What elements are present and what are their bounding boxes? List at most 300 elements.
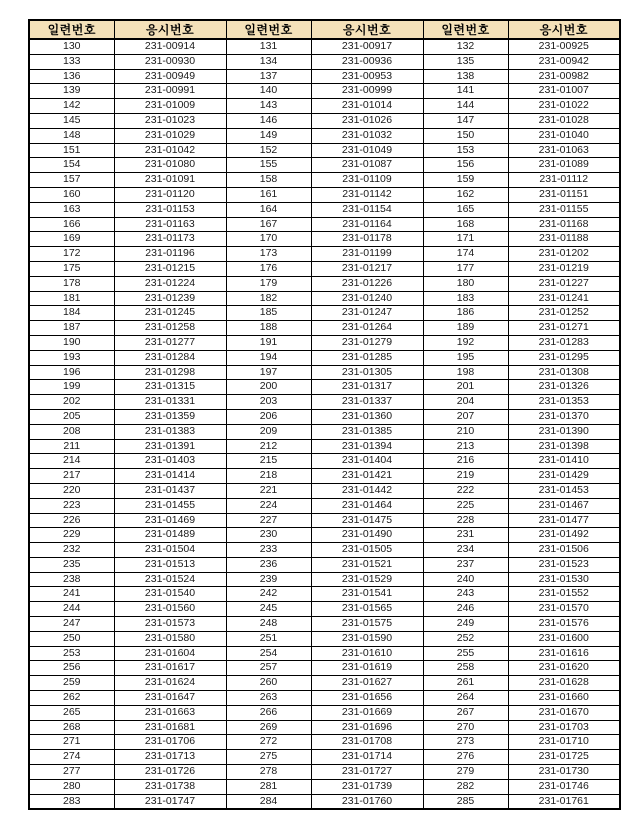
serial-number-cell: 252 <box>423 631 508 646</box>
table-row <box>29 395 620 410</box>
exam-number-cell: 231-01708 <box>311 735 423 750</box>
serial-number-cell: 283 <box>29 794 114 809</box>
exam-number-cell: 231-01464 <box>311 498 423 513</box>
exam-number-cell: 231-01714 <box>311 750 423 765</box>
exam-number-cell: 231-01120 <box>114 187 226 202</box>
table-row <box>29 128 620 143</box>
serial-number-cell: 175 <box>29 261 114 276</box>
serial-number-cell: 177 <box>423 261 508 276</box>
serial-number-cell: 217 <box>29 469 114 484</box>
exam-number-cell: 231-01628 <box>508 676 620 691</box>
serial-number-cell: 257 <box>226 661 311 676</box>
serial-number-cell: 211 <box>29 439 114 454</box>
table-row <box>29 39 620 54</box>
exam-number-cell: 231-01385 <box>311 424 423 439</box>
serial-number-cell: 178 <box>29 276 114 291</box>
serial-number-cell: 191 <box>226 335 311 350</box>
serial-number-cell: 174 <box>423 247 508 262</box>
table-row <box>29 276 620 291</box>
exam-number-cell: 231-01670 <box>508 705 620 720</box>
serial-number-cell: 265 <box>29 705 114 720</box>
table-row <box>29 439 620 454</box>
col-header-exam-3: 응시번호 <box>508 20 620 39</box>
table-row <box>29 113 620 128</box>
serial-number-cell: 270 <box>423 720 508 735</box>
exam-number-cell: 231-01245 <box>114 306 226 321</box>
serial-number-cell: 280 <box>29 779 114 794</box>
serial-number-cell: 183 <box>423 291 508 306</box>
serial-number-cell: 170 <box>226 232 311 247</box>
serial-number-cell: 259 <box>29 676 114 691</box>
serial-number-cell: 135 <box>423 54 508 69</box>
exam-number-cell: 231-01600 <box>508 631 620 646</box>
exam-number-cell: 231-01404 <box>311 454 423 469</box>
exam-number-cell: 231-01226 <box>311 276 423 291</box>
exam-number-cell: 231-01760 <box>311 794 423 809</box>
exam-number-cell: 231-01617 <box>114 661 226 676</box>
serial-number-cell: 172 <box>29 247 114 262</box>
exam-number-cell: 231-00917 <box>311 39 423 54</box>
serial-number-cell: 171 <box>423 232 508 247</box>
exam-number-cell: 231-01489 <box>114 528 226 543</box>
exam-number-cell: 231-01142 <box>311 187 423 202</box>
table-row <box>29 365 620 380</box>
exam-number-cell: 231-01080 <box>114 158 226 173</box>
exam-number-cell: 231-01284 <box>114 350 226 365</box>
serial-number-cell: 246 <box>423 602 508 617</box>
serial-number-cell: 254 <box>226 646 311 661</box>
serial-number-cell: 145 <box>29 113 114 128</box>
table-row <box>29 291 620 306</box>
serial-number-cell: 256 <box>29 661 114 676</box>
serial-number-cell: 165 <box>423 202 508 217</box>
serial-number-cell: 212 <box>226 439 311 454</box>
table-row <box>29 54 620 69</box>
exam-number-cell: 231-01215 <box>114 261 226 276</box>
table-row <box>29 84 620 99</box>
exam-number-cell: 231-01513 <box>114 557 226 572</box>
exam-number-cell: 231-01410 <box>508 454 620 469</box>
table-row <box>29 69 620 84</box>
exam-number-cell: 231-01109 <box>311 173 423 188</box>
serial-number-cell: 281 <box>226 779 311 794</box>
table-row <box>29 99 620 114</box>
exam-number-cell: 231-01624 <box>114 676 226 691</box>
serial-number-cell: 138 <box>423 69 508 84</box>
exam-number-cell: 231-01620 <box>508 661 620 676</box>
serial-number-cell: 235 <box>29 557 114 572</box>
serial-number-cell: 168 <box>423 217 508 232</box>
exam-number-cell: 231-01217 <box>311 261 423 276</box>
table-row <box>29 217 620 232</box>
table-row <box>29 765 620 780</box>
serial-number-cell: 232 <box>29 543 114 558</box>
serial-number-cell: 263 <box>226 691 311 706</box>
exam-number-cell: 231-01279 <box>311 335 423 350</box>
exam-number-cell: 231-01576 <box>508 617 620 632</box>
exam-number-cell: 231-01524 <box>114 572 226 587</box>
exam-number-cell: 231-01725 <box>508 750 620 765</box>
serial-number-cell: 233 <box>226 543 311 558</box>
serial-number-cell: 223 <box>29 498 114 513</box>
exam-number-cell: 231-01455 <box>114 498 226 513</box>
exam-number-cell: 231-01153 <box>114 202 226 217</box>
serial-number-cell: 264 <box>423 691 508 706</box>
serial-number-cell: 176 <box>226 261 311 276</box>
serial-number-cell: 139 <box>29 84 114 99</box>
exam-number-cell: 231-01305 <box>311 365 423 380</box>
table-row <box>29 528 620 543</box>
serial-number-cell: 207 <box>423 409 508 424</box>
serial-number-cell: 195 <box>423 350 508 365</box>
exam-number-cell: 231-01040 <box>508 128 620 143</box>
exam-number-cell: 231-01029 <box>114 128 226 143</box>
table-row <box>29 335 620 350</box>
exam-number-cell: 231-01590 <box>311 631 423 646</box>
serial-number-cell: 169 <box>29 232 114 247</box>
exam-number-cell: 231-01627 <box>311 676 423 691</box>
header-row <box>29 20 620 39</box>
exam-number-cell: 231-01541 <box>311 587 423 602</box>
col-header-serial-3: 일련번호 <box>423 20 508 39</box>
exam-number-cell: 231-01565 <box>311 602 423 617</box>
exam-number-cell: 231-00982 <box>508 69 620 84</box>
serial-number-cell: 201 <box>423 380 508 395</box>
exam-number-cell: 231-01669 <box>311 705 423 720</box>
exam-number-cell: 231-01241 <box>508 291 620 306</box>
exam-number-cell: 231-01521 <box>311 557 423 572</box>
exam-number-cell: 231-01570 <box>508 602 620 617</box>
exam-number-cell: 231-01710 <box>508 735 620 750</box>
exam-number-cell: 231-01308 <box>508 365 620 380</box>
serial-number-cell: 274 <box>29 750 114 765</box>
table-row <box>29 350 620 365</box>
exam-number-cell: 231-01573 <box>114 617 226 632</box>
exam-number-cell: 231-01414 <box>114 469 226 484</box>
serial-number-cell: 225 <box>423 498 508 513</box>
serial-number-cell: 167 <box>226 217 311 232</box>
exam-number-cell: 231-01529 <box>311 572 423 587</box>
exam-number-cell: 231-01252 <box>508 306 620 321</box>
exam-number-cell: 231-01437 <box>114 483 226 498</box>
exam-number-cell: 231-01696 <box>311 720 423 735</box>
exam-number-cell: 231-01164 <box>311 217 423 232</box>
serial-number-cell: 130 <box>29 39 114 54</box>
serial-number-cell: 204 <box>423 395 508 410</box>
exam-number-cell: 231-01619 <box>311 661 423 676</box>
serial-number-cell: 236 <box>226 557 311 572</box>
exam-number-cell: 231-01264 <box>311 321 423 336</box>
serial-number-cell: 251 <box>226 631 311 646</box>
exam-number-cell: 231-01575 <box>311 617 423 632</box>
serial-number-cell: 267 <box>423 705 508 720</box>
exam-number-cell: 231-00930 <box>114 54 226 69</box>
serial-number-cell: 148 <box>29 128 114 143</box>
exam-number-cell: 231-01219 <box>508 261 620 276</box>
serial-number-cell: 210 <box>423 424 508 439</box>
serial-number-cell: 187 <box>29 321 114 336</box>
exam-number-cell: 231-01580 <box>114 631 226 646</box>
exam-number-cell: 231-01315 <box>114 380 226 395</box>
serial-number-cell: 230 <box>226 528 311 543</box>
exam-number-cell: 231-01492 <box>508 528 620 543</box>
serial-number-cell: 161 <box>226 187 311 202</box>
serial-number-cell: 271 <box>29 735 114 750</box>
exam-number-cell: 231-01239 <box>114 291 226 306</box>
serial-number-cell: 242 <box>226 587 311 602</box>
serial-number-cell: 234 <box>423 543 508 558</box>
exam-number-cell: 231-01738 <box>114 779 226 794</box>
exam-number-cell: 231-01552 <box>508 587 620 602</box>
serial-number-cell: 147 <box>423 113 508 128</box>
exam-number-cell: 231-01026 <box>311 113 423 128</box>
serial-number-cell: 166 <box>29 217 114 232</box>
serial-number-cell: 159 <box>423 173 508 188</box>
exam-number-cell: 231-01398 <box>508 439 620 454</box>
exam-number-cell: 231-01163 <box>114 217 226 232</box>
exam-number-cell: 231-01271 <box>508 321 620 336</box>
table-row <box>29 543 620 558</box>
exam-number-cell: 231-01647 <box>114 691 226 706</box>
serial-number-cell: 237 <box>423 557 508 572</box>
serial-number-cell: 213 <box>423 439 508 454</box>
exam-number-cell: 231-01042 <box>114 143 226 158</box>
exam-number-cell: 231-00999 <box>311 84 423 99</box>
exam-number-cell: 231-01560 <box>114 602 226 617</box>
table-row <box>29 557 620 572</box>
serial-number-cell: 205 <box>29 409 114 424</box>
serial-number-cell: 284 <box>226 794 311 809</box>
serial-number-cell: 285 <box>423 794 508 809</box>
exam-number-cell: 231-01112 <box>508 173 620 188</box>
serial-number-cell: 153 <box>423 143 508 158</box>
exam-number-cell: 231-01739 <box>311 779 423 794</box>
serial-number-cell: 241 <box>29 587 114 602</box>
exam-number-cell: 231-01727 <box>311 765 423 780</box>
serial-number-cell: 158 <box>226 173 311 188</box>
serial-number-cell: 173 <box>226 247 311 262</box>
serial-number-cell: 269 <box>226 720 311 735</box>
exam-number-cell: 231-00953 <box>311 69 423 84</box>
serial-number-cell: 219 <box>423 469 508 484</box>
col-header-serial-2: 일련번호 <box>226 20 311 39</box>
table-row <box>29 409 620 424</box>
exam-number-cell: 231-00936 <box>311 54 423 69</box>
exam-number-cell: 231-01227 <box>508 276 620 291</box>
exam-number-cell: 231-01505 <box>311 543 423 558</box>
exam-number-cell: 231-01530 <box>508 572 620 587</box>
exam-number-cell: 231-01199 <box>311 247 423 262</box>
exam-number-cell: 231-01247 <box>311 306 423 321</box>
col-header-serial-1: 일련번호 <box>29 20 114 39</box>
serial-number-cell: 278 <box>226 765 311 780</box>
exam-number-cell: 231-01403 <box>114 454 226 469</box>
exam-number-cell: 231-01178 <box>311 232 423 247</box>
exam-number-cell: 231-01298 <box>114 365 226 380</box>
serial-number-cell: 239 <box>226 572 311 587</box>
serial-number-cell: 137 <box>226 69 311 84</box>
serial-number-cell: 206 <box>226 409 311 424</box>
exam-number-cell: 231-01331 <box>114 395 226 410</box>
serial-number-cell: 275 <box>226 750 311 765</box>
serial-number-cell: 152 <box>226 143 311 158</box>
table-row <box>29 247 620 262</box>
serial-number-cell: 227 <box>226 513 311 528</box>
exam-number-cell: 231-01442 <box>311 483 423 498</box>
exam-number-cell: 231-01202 <box>508 247 620 262</box>
serial-number-cell: 224 <box>226 498 311 513</box>
exam-number-cell: 231-01490 <box>311 528 423 543</box>
serial-number-cell: 184 <box>29 306 114 321</box>
exam-number-cell: 231-00925 <box>508 39 620 54</box>
serial-number-cell: 136 <box>29 69 114 84</box>
serial-number-cell: 277 <box>29 765 114 780</box>
exam-number-cell: 231-01326 <box>508 380 620 395</box>
serial-number-cell: 221 <box>226 483 311 498</box>
serial-number-cell: 272 <box>226 735 311 750</box>
serial-number-cell: 196 <box>29 365 114 380</box>
table-row <box>29 158 620 173</box>
serial-number-cell: 160 <box>29 187 114 202</box>
serial-number-cell: 134 <box>226 54 311 69</box>
exam-number-cell: 231-01014 <box>311 99 423 114</box>
serial-number-cell: 220 <box>29 483 114 498</box>
exam-number-cell: 231-01240 <box>311 291 423 306</box>
serial-number-cell: 179 <box>226 276 311 291</box>
exam-number-cell: 231-01730 <box>508 765 620 780</box>
serial-number-cell: 144 <box>423 99 508 114</box>
exam-number-cell: 231-01383 <box>114 424 226 439</box>
exam-number-cell: 231-01656 <box>311 691 423 706</box>
exam-number-cell: 231-01467 <box>508 498 620 513</box>
table-row <box>29 498 620 513</box>
exam-number-cell: 231-01616 <box>508 646 620 661</box>
serial-number-cell: 253 <box>29 646 114 661</box>
serial-number-cell: 215 <box>226 454 311 469</box>
exam-number-cell: 231-01726 <box>114 765 226 780</box>
serial-number-cell: 198 <box>423 365 508 380</box>
table-row <box>29 424 620 439</box>
exam-number-cell: 231-01353 <box>508 395 620 410</box>
exam-number-table <box>28 19 621 810</box>
serial-number-cell: 182 <box>226 291 311 306</box>
exam-number-cell: 231-01337 <box>311 395 423 410</box>
table-row <box>29 661 620 676</box>
serial-number-cell: 150 <box>423 128 508 143</box>
exam-number-cell: 231-01285 <box>311 350 423 365</box>
serial-number-cell: 155 <box>226 158 311 173</box>
serial-number-cell: 238 <box>29 572 114 587</box>
serial-number-cell: 260 <box>226 676 311 691</box>
serial-number-cell: 140 <box>226 84 311 99</box>
serial-number-cell: 162 <box>423 187 508 202</box>
table-row <box>29 720 620 735</box>
serial-number-cell: 185 <box>226 306 311 321</box>
exam-number-cell: 231-00991 <box>114 84 226 99</box>
serial-number-cell: 240 <box>423 572 508 587</box>
serial-number-cell: 164 <box>226 202 311 217</box>
serial-number-cell: 189 <box>423 321 508 336</box>
serial-number-cell: 268 <box>29 720 114 735</box>
serial-number-cell: 266 <box>226 705 311 720</box>
table-row <box>29 321 620 336</box>
serial-number-cell: 258 <box>423 661 508 676</box>
table-row <box>29 572 620 587</box>
serial-number-cell: 151 <box>29 143 114 158</box>
serial-number-cell: 276 <box>423 750 508 765</box>
exam-number-cell: 231-01747 <box>114 794 226 809</box>
serial-number-cell: 262 <box>29 691 114 706</box>
exam-number-cell: 231-01258 <box>114 321 226 336</box>
exam-number-cell: 231-01469 <box>114 513 226 528</box>
serial-number-cell: 282 <box>423 779 508 794</box>
serial-number-cell: 273 <box>423 735 508 750</box>
serial-number-cell: 279 <box>423 765 508 780</box>
serial-number-cell: 181 <box>29 291 114 306</box>
serial-number-cell: 188 <box>226 321 311 336</box>
serial-number-cell: 249 <box>423 617 508 632</box>
table-row <box>29 794 620 809</box>
table-row <box>29 306 620 321</box>
table-row <box>29 469 620 484</box>
exam-number-cell: 231-01391 <box>114 439 226 454</box>
serial-number-cell: 157 <box>29 173 114 188</box>
serial-number-cell: 255 <box>423 646 508 661</box>
exam-number-cell: 231-01477 <box>508 513 620 528</box>
serial-number-cell: 202 <box>29 395 114 410</box>
serial-number-cell: 180 <box>423 276 508 291</box>
serial-number-cell: 261 <box>423 676 508 691</box>
exam-number-cell: 231-01007 <box>508 84 620 99</box>
table-row <box>29 779 620 794</box>
exam-number-cell: 231-01224 <box>114 276 226 291</box>
exam-number-cell: 231-01604 <box>114 646 226 661</box>
exam-number-cell: 231-00914 <box>114 39 226 54</box>
exam-number-cell: 231-01151 <box>508 187 620 202</box>
exam-number-cell: 231-01429 <box>508 469 620 484</box>
exam-number-cell: 231-01394 <box>311 439 423 454</box>
table-row <box>29 735 620 750</box>
serial-number-cell: 142 <box>29 99 114 114</box>
exam-number-cell: 231-01703 <box>508 720 620 735</box>
serial-number-cell: 209 <box>226 424 311 439</box>
exam-number-cell: 231-01089 <box>508 158 620 173</box>
serial-number-cell: 203 <box>226 395 311 410</box>
exam-number-cell: 231-01453 <box>508 483 620 498</box>
exam-number-cell: 231-00942 <box>508 54 620 69</box>
exam-number-cell: 231-01359 <box>114 409 226 424</box>
exam-number-cell: 231-01475 <box>311 513 423 528</box>
table-row <box>29 187 620 202</box>
serial-number-cell: 222 <box>423 483 508 498</box>
exam-number-cell: 231-01087 <box>311 158 423 173</box>
table-row <box>29 676 620 691</box>
exam-number-cell: 231-01022 <box>508 99 620 114</box>
table-row <box>29 705 620 720</box>
serial-number-cell: 208 <box>29 424 114 439</box>
serial-number-cell: 133 <box>29 54 114 69</box>
table-row <box>29 602 620 617</box>
exam-number-cell: 231-01660 <box>508 691 620 706</box>
serial-number-cell: 250 <box>29 631 114 646</box>
serial-number-cell: 244 <box>29 602 114 617</box>
exam-number-cell: 231-01277 <box>114 335 226 350</box>
serial-number-cell: 214 <box>29 454 114 469</box>
serial-number-cell: 192 <box>423 335 508 350</box>
table-row <box>29 617 620 632</box>
table-row <box>29 380 620 395</box>
exam-number-cell: 231-01540 <box>114 587 226 602</box>
